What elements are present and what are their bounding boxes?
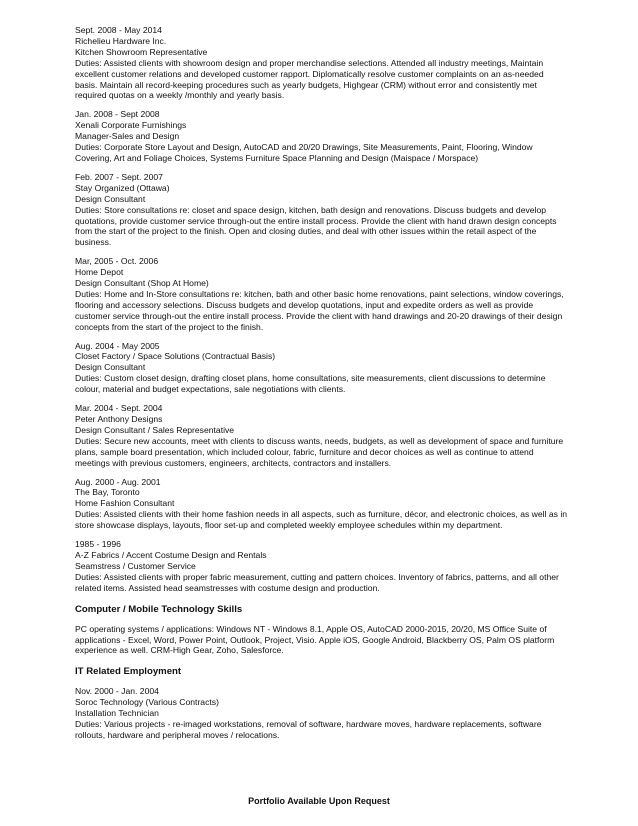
portfolio-footer: Portfolio Available Upon Request — [248, 796, 390, 806]
entry-company: Peter Anthony Designs — [75, 414, 163, 424]
entry-company: Richelieu Hardware Inc. — [75, 35, 167, 46]
entry-company: Stay Organized (Ottawa) — [75, 182, 170, 193]
entry-duties: Duties: Corporate Store Layout and Design, AutoCAD and 20/20 Drawings, Site Measurements, Paint, Flooring, Window Covering, Art and Foliage Choices, Systems Furniture Space Planning and Design (Maispace / Morspace) — [75, 142, 533, 163]
resume-page — [75, 25, 567, 749]
experience-entry — [75, 341, 567, 396]
entry-title: Kitchen Showroom Representative — [75, 46, 208, 57]
entry-title: Design Consultant — [75, 362, 146, 373]
experience-entry — [75, 109, 567, 164]
skills-section — [75, 624, 567, 657]
entry-dates: Mar, 2005 - Oct. 2006 — [75, 256, 159, 267]
entry-company: Soroc Technology (Various Contracts) — [75, 697, 219, 708]
experience-entry — [75, 256, 567, 332]
entry-company: Xenali Corporate Furnishings — [75, 120, 187, 131]
entry-company: The Bay, Toronto — [75, 487, 140, 498]
entry-dates: Jan. 2008 - Sept 2008 — [75, 109, 160, 120]
entry-duties: Duties: Custom closet design, drafting closet plans, home consultations, site measurements, client discussions to determine colour, material and budget expectations, sale negotiations with clients. — [75, 373, 546, 395]
entry-duties: Duties: Assisted clients with their home fashion needs in all aspects, such as furniture, décor, and electronic choices, as well as in store showcase displays, layouts, floor set-up and completed weekly employee schedules within my department. — [75, 509, 568, 531]
entry-company: Closet Factory / Space Solutions (Contractual Basis) — [75, 351, 276, 362]
experience-entry — [75, 172, 567, 248]
experience-list — [75, 25, 567, 594]
experience-entry — [75, 25, 567, 101]
entry-duties: Duties: Secure new accounts, meet with clients to discuss wants, needs, budgets, as well as development of space and furniture plans, sample board presentation, which included colour, fabric, furniture and decor choices as well as continue to attend meetings with previous customers, engineers, architects, contractors and installers. — [75, 435, 564, 468]
entry-title: Installation Technician — [75, 708, 159, 719]
entry-duties: Duties: Various projects - re-imaged workstations, removal of software, hardware moves, hardware replacements, software rollouts, hardware and peripheral moves / relocations. — [75, 719, 542, 740]
entry-title: Design Consultant / Sales Representative — [75, 424, 235, 435]
experience-entry — [75, 477, 567, 532]
entry-company: Home Depot — [75, 267, 124, 278]
experience-entry — [75, 403, 567, 468]
experience-entry — [75, 539, 567, 594]
entry-title: Design Consultant (Shop At Home) — [75, 278, 209, 289]
entry-title: Home Fashion Consultant — [75, 498, 175, 509]
entry-dates: Feb. 2007 - Sept. 2007 — [75, 171, 163, 182]
entry-dates: Sept. 2008 - May 2014 — [75, 25, 162, 35]
entry-dates: 1985 - 1996 — [75, 539, 121, 550]
entry-duties: Duties: Assisted clients with proper fabric measurement, cutting and pattern choices. Inventory of fabrics, patterns, and all other related items. Assisted head seamstresses with costume design and production. — [75, 571, 559, 593]
entry-title: Design Consultant — [75, 193, 146, 204]
entry-dates: Nov. 2000 - Jan. 2004 — [75, 686, 159, 697]
skills-text: PC operating systems / applications: Windows NT - Windows 8.1, Apple OS, AutoCAD 2000-2015, 20/20, MS Office Suite of applications - Excel, Word, Power Point, Outlook, Project, Visio. Apple iOS, Google Android, Blackberry OS, Palm OS platform experience as well. CRM-High Gear, Zoho, Salesforce. — [75, 623, 555, 656]
entry-duties: Duties: Assisted clients with showroom design and proper merchandise selections. Attended all industry meetings, Maintain excellent customer relations and developed customer rapport. Diplomatically resolve customer complaints on an as-needed basis. Maintain all record-keeping procedures such as yearly budgets, Highgear (CRM) without error and consistently met required quotas on a weekly /monthly and yearly basis. — [75, 57, 544, 101]
entry-duties: Duties: Store consultations re: closet and space design, kitchen, bath design and renovations. Discuss budgets and develop quotations, provide customer service through-out the entire install process. Provide the client with hand drawn design concepts from the start of the project to the finish. Open and closing duties, and deal with other issues within the retail aspect of the business. — [75, 204, 557, 248]
it-experience-entry — [75, 686, 567, 741]
entry-company: A-Z Fabrics / Accent Costume Design and Rentals — [75, 549, 267, 560]
entry-dates: Aug. 2000 - Aug. 2001 — [75, 476, 161, 487]
entry-title: Seamstress / Customer Service — [75, 560, 196, 571]
it-employment-heading: IT Related Employment — [75, 666, 182, 678]
skills-heading: Computer / Mobile Technology Skills — [75, 603, 243, 615]
entry-duties: Duties: Home and In-Store consultations re: kitchen, bath and other basic home renovations, paint selections, window coverings, flooring and accessory selections. Discuss budgets and develop quotations, input and expedite orders as well as provide customer service through-out the entire install process. Provide the client with hand drawings and 20-20 drawings of their design concepts from the start of the project to the finish. — [75, 288, 564, 332]
entry-title: Manager-Sales and Design — [75, 131, 180, 142]
entry-dates: Aug. 2004 - May 2005 — [75, 340, 160, 351]
entry-dates: Mar. 2004 - Sept. 2004 — [75, 403, 163, 414]
